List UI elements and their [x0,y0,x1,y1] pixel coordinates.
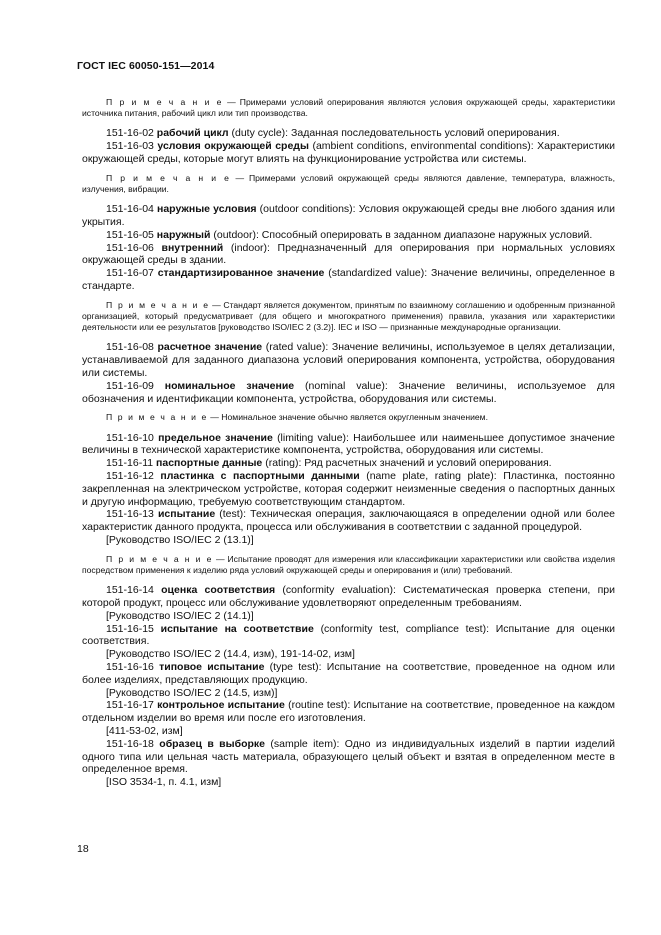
reference [106,776,615,789]
term-name: пластинка с паспортными данными [160,469,360,482]
term-code: 151-16-14 [106,584,154,597]
term-entry [82,699,615,725]
term-entry [82,584,615,610]
term-definition: (duty cycle): Заданная последовательность условий оперирования. [231,127,560,140]
term-name: расчетное значение [157,341,263,354]
term-entry [82,457,615,470]
term-code: 151-16-13 [106,508,154,521]
term-name: наружные условия [157,203,257,216]
reference-text: [411-53-02, изм] [106,724,183,737]
note [82,173,615,195]
reference [106,648,615,661]
note-text: Примерами условий оперирования являются условия окружающей среды, характеристики источника питания, рабочий цикл или тип производства. [82,97,616,119]
reference [106,725,615,738]
note-text: Испытание проводят для измерения или классификации характеристики или свойства изделия посредством применения к изделию ряда условий окружающей среды и оперирования и (или) требований. [82,553,615,575]
term-definition: (conformity test, compliance test): Испытание для оценки соответствия. [82,622,616,648]
term-entry [82,229,615,242]
page-header: ГОСТ IEC 60050-151—2014 [77,60,215,72]
term-name: образец в выборке [159,737,266,750]
document-body [82,90,615,789]
note-label: П р и м е ч а н и е [106,172,231,183]
term-definition: (type test): Испытание на соответствие, проведенное на одном или более изделиях, представляющих продукцию. [82,660,616,686]
note-label: П р и м е ч а н и е [106,412,208,423]
note [82,412,615,423]
term-definition: (rated value): Значение величины, используемое в целях детализации, устанавливаемой для заданного диапазона условий оперирования компонента, устройства, оборудования или системы. [82,341,615,379]
term-entry [82,380,615,406]
term-code: 151-16-08 [106,341,154,354]
term-code: 151-16-15 [106,622,154,635]
term-definition: (rating): Ряд расчетных значений и условий оперирования. [265,457,552,470]
term-name: паспортные данные [156,457,263,470]
term-code: 151-16-16 [106,660,154,673]
term-code: 151-16-06 [106,241,154,254]
note-label: П р и м е ч а н и е [106,299,210,310]
term-code: 151-16-04 [106,203,154,216]
term-name: типовое испытание [159,660,265,673]
term-definition: (sample item): Одно из индивидуальных изделий в партии изделий одного типа или цельная часть материала, образующего целый объект и взятая в определенном месте в определенное время. [82,737,616,776]
reference [106,534,615,547]
term-entry [82,267,615,293]
term-name: условия окружающей среды [157,140,309,153]
reference-text: [Руководство ISO/IEC 2 (14.5, изм)] [106,686,278,699]
term-code: 151-16-11 [106,457,154,470]
term-definition: (name plate, rating plate): Пластинка, постоянно закрепленная на электрическом устройстве, которая содержит неизменные сведения о паспортных данных и другую информацию, требуемую соответствующим стандартом. [82,469,615,508]
term-code: 151-16-12 [106,469,154,482]
term-entry [82,508,615,534]
reference-text: [Руководство ISO/IEC 2 (14.4, изм), 191-14-02, изм] [106,648,355,661]
term-definition: (outdoor conditions): Условия окружающей среды вне любого здания или укрытия. [82,203,615,228]
term-entry [82,470,615,508]
reference-text: [Руководство ISO/IEC 2 (13.1)] [106,533,254,546]
term-name: рабочий цикл [156,127,229,140]
term-name: испытание на соответствие [160,622,314,635]
term-name: испытание [157,508,216,521]
reference [106,687,615,700]
term-definition: (conformity evaluation): Систематическая проверка степени, при которой продукт, процесс или обслуживание удовлетворяют определенным требованиям. [82,584,615,609]
note-dash: — [207,412,222,423]
term-entry [82,140,615,166]
term-entry [82,203,615,229]
note-label: П р и м е ч а н и е [106,97,224,107]
term-entry [82,341,615,379]
term-name: номинальное значение [164,379,295,392]
term-name: стандартизированное значение [157,267,325,280]
note-text: Примерами условий окружающей среды являются давление, температура, влажность, излучения, вибрации. [82,172,615,194]
note-dash: — [230,172,249,183]
note-text: Стандарт является документом, принятым по взаимному соглашению и одобренным признанной организацией, который предусматривает (для общего и многократного применения) правила, указания или характеристики деятельности или ее результатов [руководство ISO/IEC 2 (3.2)]. IEC и ISO — признанные международные организации. [82,299,615,333]
term-definition: (indoor): Предназначенный для оперирования при нормальных условиях окружающей среды в здании. [82,241,616,267]
term-definition: (routine test): Испытание на соответствие, проведенное на каждом отдельном изделии во время или после его изготовления. [82,699,616,725]
page-number: 18 [77,843,89,855]
term-entry [82,661,615,687]
term-code: 151-16-02 [106,127,154,140]
note-dash: — [213,553,228,564]
term-entry [82,127,615,140]
term-name: оценка соответствия [161,584,276,597]
term-entry [82,623,615,649]
term-code: 151-16-05 [106,228,154,241]
term-name: наружный [156,228,211,241]
note-label: П р и м е ч а н и е [106,553,213,564]
term-name: предельное значение [158,431,273,444]
term-code: 151-16-18 [106,737,154,750]
note-dash: — [223,97,240,107]
term-code: 151-16-03 [106,140,154,153]
term-entry [82,432,615,458]
note [82,97,615,119]
term-definition: (nominal value): Значение величины, используемое для обозначения и идентификации компонента, устройства, оборудования или системы. [82,379,615,405]
note [82,554,615,576]
term-code: 151-16-10 [106,431,154,444]
term-entry [82,738,615,776]
reference-text: [Руководство ISO/IEC 2 (14.1)] [106,609,254,622]
term-definition: (test): Техническая операция, заключающаяся в определении одной или более характеристик данного продукта, процесса или обслуживания в соответствии с заданной процедурой. [82,508,616,534]
term-code: 151-16-17 [106,699,154,712]
term-code: 151-16-07 [106,267,154,280]
note [82,300,615,334]
term-entry [82,242,615,268]
term-code: 151-16-09 [106,379,154,392]
term-definition: (outdoor): Способный оперировать в заданном диапазоне наружных условий. [213,228,593,241]
term-name: контрольное испытание [157,699,285,712]
note-dash: — [209,299,224,310]
term-definition: (ambient conditions, environmental conditions): Характеристики окружающей среды, которые могут влиять на функционирование устройства или системы. [82,140,615,165]
term-definition: (limiting value): Наибольшее или наименьшее допустимое значение величины в технической характеристике компонента, устройства, оборудования или системы. [82,431,616,457]
reference-text: [ISO 3534-1, п. 4.1, изм] [106,776,222,789]
note-text: Номинальное значение обычно является округленным значением. [221,412,488,423]
reference [106,610,615,623]
term-name: внутренний [161,241,224,254]
term-definition: (standardized value): Значение величины, определенное в стандарте. [82,267,615,292]
